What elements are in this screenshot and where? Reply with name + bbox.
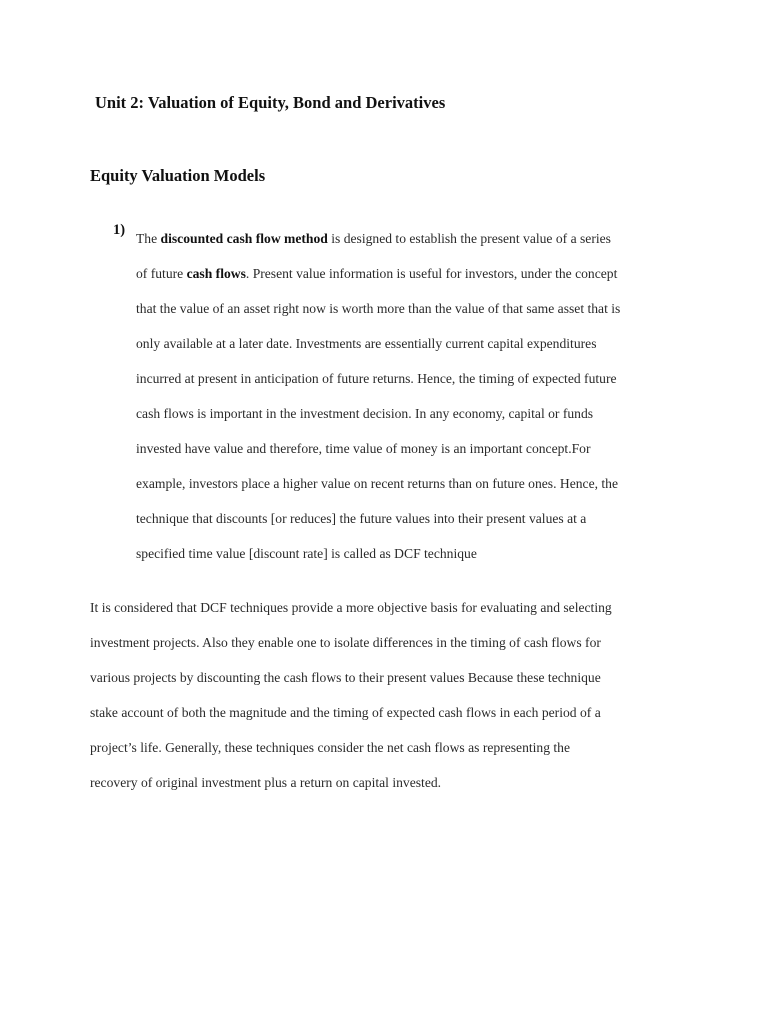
list-line: technique that discounts [or reduces] the future values into their present values at a — [136, 511, 587, 526]
bold-term-dcf-method: discounted cash flow method — [160, 231, 328, 246]
paragraph-line: recovery of original investment plus a return on capital invested. — [90, 775, 442, 790]
list-line: example, investors place a higher value on recent returns than on future ones. Hence, the — [136, 476, 619, 491]
paragraph-line: project’s life. Generally, these techniques consider the net cash flows as representing the — [90, 740, 571, 755]
text-run: of future — [136, 266, 187, 281]
paragraph-line: investment projects. Also they enable one to isolate differences in the timing of cash flows for — [90, 635, 601, 650]
paragraph-line: various projects by discounting the cash flows to their present values Because these technique — [90, 670, 601, 685]
list-item-body — [136, 221, 681, 571]
list-line-1 — [136, 221, 681, 256]
text-run: The — [136, 231, 161, 246]
list-number: 1) — [113, 222, 126, 238]
list-line: invested have value and therefore, time value of money is an important concept.For — [136, 441, 591, 456]
list-line-2 — [136, 256, 681, 291]
paragraph-line: stake account of both the magnitude and the timing of expected cash flows in each period of a — [90, 705, 601, 720]
text-run: is designed to establish the present value of a series — [327, 231, 611, 246]
list-line: only available at a later date. Investments are essentially current capital expenditures — [136, 336, 597, 351]
unit-title: Unit 2: Valuation of Equity, Bond and Derivatives — [95, 93, 446, 112]
paragraph-line: It is considered that DCF techniques provide a more objective basis for evaluating and selecting — [90, 600, 612, 615]
list-line: that the value of an asset right now is worth more than the value of that same asset that is — [136, 301, 621, 316]
text-run: . Present value information is useful for investors, under the concept — [245, 266, 618, 281]
section-title: Equity Valuation Models — [90, 166, 266, 185]
list-line: cash flows is important in the investment decision. In any economy, capital or funds — [136, 406, 594, 421]
list-line: specified time value [discount rate] is called as DCF technique — [136, 546, 477, 561]
body-paragraph — [90, 590, 682, 800]
bold-term-cash-flows: cash flows — [186, 266, 246, 281]
list-line: incurred at present in anticipation of future returns. Hence, the timing of expected future — [136, 371, 617, 386]
